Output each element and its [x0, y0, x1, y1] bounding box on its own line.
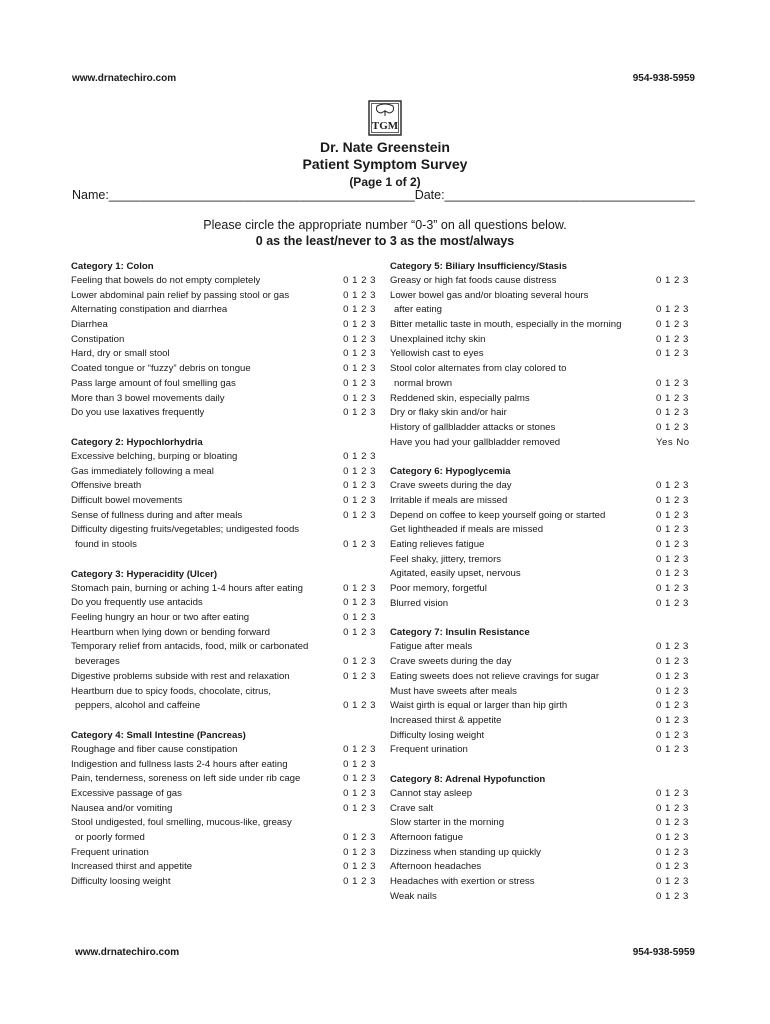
symptom-row [71, 303, 376, 318]
symptom-text: normal brown [394, 377, 453, 389]
symptom-text: Constipation [71, 333, 125, 345]
symptom-row [390, 347, 694, 362]
symptom-row [71, 582, 376, 597]
category-spacer [390, 611, 694, 625]
header-phone: 954-938-5959 [632, 73, 695, 84]
symptom-text: Stool color alternates from clay colored to [390, 363, 567, 375]
symptom-row [390, 787, 694, 802]
page-indicator: (Page 1 of 2) [349, 175, 421, 189]
symptom-text: Dizziness when standing up quickly [390, 846, 541, 858]
symptom-row [390, 714, 694, 729]
rating-scale[interactable]: 0 1 2 3 [343, 758, 376, 770]
symptom-text: Diarrhea [71, 319, 108, 331]
symptom-text: Crave salt [390, 802, 434, 814]
rating-scale [342, 640, 376, 655]
rating-scale[interactable]: 0 1 2 3 [343, 275, 376, 286]
symptom-text: Hard, dry or small stool [71, 348, 170, 360]
rating-scale[interactable]: 0 1 2 3 [343, 407, 376, 419]
symptom-row [71, 333, 376, 348]
rating-scale[interactable]: 0 1 2 3 [343, 450, 376, 462]
rating-scale[interactable]: 0 1 2 3 [343, 333, 376, 345]
symptom-text: Stool undigested, foul smelling, mucous-like, greasy [71, 817, 292, 829]
symptom-text: Pass large amount of foul smelling gas [71, 377, 236, 389]
rating-scale[interactable]: 0 1 2 3 [343, 656, 376, 668]
rating-scale[interactable]: 0 1 2 3 [343, 465, 376, 477]
symptom-row [390, 890, 694, 905]
symptom-row [71, 274, 376, 289]
symptom-row [71, 802, 376, 817]
rating-scale[interactable]: 0 1 2 3 [656, 700, 689, 712]
rating-scale[interactable]: 0 1 2 3 [656, 421, 689, 433]
header-website: www.drnatechiro.com [72, 73, 177, 84]
rating-scale[interactable]: 0 1 2 3 [343, 509, 376, 521]
symptom-text: Greasy or high fat foods cause distress [390, 275, 557, 286]
symptom-row [71, 523, 376, 538]
footer-website: www.drnatechiro.com [75, 947, 180, 958]
symptom-text: Frequent urination [71, 846, 149, 858]
rating-scale[interactable]: 0 1 2 3 [656, 714, 689, 726]
symptom-row [71, 611, 376, 626]
symptom-row [390, 846, 694, 861]
rating-scale[interactable]: 0 1 2 3 [656, 846, 689, 858]
symptom-text: Get lightheaded if meals are missed [390, 524, 544, 536]
symptom-text: Alternating constipation and diarrhea [71, 304, 228, 316]
rating-scale[interactable]: 0 1 2 3 [656, 333, 689, 345]
category-title: Category 5: Biliary Insufficiency/Stasis [390, 261, 568, 272]
symptom-row [390, 729, 694, 744]
symptom-text: More than 3 bowel movements daily [71, 392, 225, 404]
rating-scale[interactable]: 0 1 2 3 [656, 509, 689, 521]
symptom-text: peppers, alcohol and caffeine [75, 700, 201, 712]
category-title: Category 6: Hypoglycemia [390, 466, 511, 478]
symptom-row [390, 831, 694, 846]
symptom-text: Cannot stay asleep [390, 787, 473, 799]
symptom-row [71, 640, 376, 655]
symptom-text: Unexplained itchy skin [390, 333, 486, 345]
rating-scale [342, 523, 376, 538]
symptom-text: Heartburn due to spicy foods, chocolate, citrus, [71, 685, 271, 697]
symptom-row [71, 347, 376, 362]
symptom-row [71, 743, 376, 758]
rating-scale[interactable]: 0 1 2 3 [343, 289, 376, 301]
footer-phone: 954-938-5959 [632, 947, 695, 958]
symptom-row [390, 875, 694, 890]
symptom-row [71, 831, 376, 846]
rating-scale[interactable]: 0 1 2 3 [656, 524, 689, 536]
category-spacer [390, 758, 694, 772]
symptom-text: Offensive breath [71, 480, 142, 492]
rating-scale[interactable]: 0 1 2 3 [656, 744, 689, 756]
rating-scale[interactable]: 0 1 2 3 [343, 582, 376, 594]
rating-scale[interactable]: 0 1 2 3 [343, 597, 376, 609]
symptom-row [390, 318, 694, 333]
symptom-row [390, 802, 694, 817]
category-title: Category 1: Colon [71, 261, 154, 272]
doctor-name: Dr. Nate Greenstein [320, 139, 450, 155]
rating-scale[interactable]: 0 1 2 3 [656, 861, 689, 873]
rating-scale[interactable]: 0 1 2 3 [656, 377, 689, 389]
symptom-text: after eating [394, 304, 443, 316]
symptom-text: Feel shaky, jittery, tremors [390, 553, 502, 565]
rating-scale[interactable]: Yes No [656, 436, 690, 448]
symptom-text: Difficulty losing weight [390, 729, 485, 741]
symptom-row [390, 289, 694, 304]
symptom-row [390, 377, 694, 392]
symptom-row [71, 465, 376, 480]
symptom-text: Fatigue after meals [390, 641, 473, 653]
category-title: Category 2: Hypochlorhydria [71, 436, 203, 448]
symptom-text: Difficulty digesting fruits/vegetables; undigested foods [71, 524, 300, 536]
rating-scale[interactable]: 0 1 2 3 [343, 392, 376, 404]
rating-scale[interactable]: 0 1 2 3 [656, 319, 689, 331]
symptom-text: or poorly formed [75, 832, 145, 843]
symptom-text: Feeling hungry an hour or two after eating [71, 612, 250, 624]
rating-scale[interactable]: 0 1 2 3 [656, 597, 689, 609]
rating-scale[interactable]: 0 1 2 3 [656, 670, 689, 682]
symptom-text: Do you use laxatives frequently [71, 407, 205, 419]
symptom-text: Poor memory, forgetful [390, 583, 487, 595]
symptom-row [390, 436, 694, 451]
symptom-text: Pain, tenderness, soreness on left side under rib cage [71, 773, 301, 785]
symptom-row [390, 816, 694, 831]
rating-scale[interactable]: 0 1 2 3 [656, 890, 689, 902]
rating-scale[interactable]: 0 1 2 3 [656, 729, 689, 741]
name-date-field[interactable]: Name:____________________________________________Date:____________________________________ [72, 188, 695, 202]
symptom-row [71, 626, 376, 641]
symptom-text: beverages [75, 656, 120, 668]
rating-scale[interactable]: 0 1 2 3 [343, 626, 376, 638]
symptom-text: Difficult bowel movements [71, 494, 183, 506]
symptom-row [390, 640, 694, 655]
symptom-row [71, 816, 376, 831]
symptom-text: Dry or flaky skin and/or hair [390, 407, 507, 419]
rating-scale[interactable]: 0 1 2 3 [656, 685, 689, 697]
category-title: Category 4: Small Intestine (Pancreas) [71, 729, 246, 741]
symptom-row [390, 479, 694, 494]
symptom-row [71, 494, 376, 509]
symptom-row [71, 479, 376, 494]
symptom-row [390, 699, 694, 714]
symptom-text: Roughage and fiber cause constipation [71, 743, 238, 755]
rating-scale [342, 816, 376, 831]
rating-scale[interactable]: 0 1 2 3 [656, 553, 689, 565]
symptom-text: Weak nails [390, 890, 437, 902]
left-column [71, 259, 376, 890]
symptom-text: Frequent urination [390, 744, 468, 756]
symptom-text: Afternoon headaches [390, 861, 482, 873]
rating-scale[interactable]: 0 1 2 3 [343, 773, 376, 785]
symptom-row [390, 392, 694, 407]
rating-scale[interactable]: 0 1 2 3 [656, 275, 689, 286]
symptom-text: Stomach pain, burning or aching 1-4 hours after eating [71, 582, 303, 594]
rating-scale [656, 362, 694, 377]
symptom-text: Crave sweets during the day [390, 480, 512, 492]
category-spacer [390, 450, 694, 464]
symptom-text: Eating relieves fatigue [390, 539, 485, 550]
symptom-text: Nausea and/or vomiting [71, 802, 173, 814]
rating-scale [342, 685, 376, 700]
symptom-text: Excessive belching, burping or bloating [71, 450, 238, 462]
symptom-row [390, 582, 694, 597]
rating-scale[interactable]: 0 1 2 3 [656, 656, 689, 668]
rating-scale [656, 289, 694, 304]
rating-scale[interactable]: 0 1 2 3 [656, 568, 689, 580]
category-spacer [71, 714, 376, 728]
symptom-text: Irritable if meals are missed [390, 494, 508, 506]
rating-scale[interactable]: 0 1 2 3 [656, 787, 689, 799]
symptom-row [390, 494, 694, 509]
symptom-row [71, 289, 376, 304]
rating-scale[interactable]: 0 1 2 3 [343, 304, 376, 316]
symptom-row [390, 567, 694, 582]
tgm-monogram-icon [368, 100, 402, 136]
symptom-row [71, 758, 376, 773]
symptom-row [71, 670, 376, 685]
symptom-row [390, 553, 694, 568]
symptom-text: Excessive passage of gas [71, 787, 182, 799]
symptom-row [390, 303, 694, 318]
symptom-row [390, 333, 694, 348]
symptom-text: Increased thirst & appetite [390, 714, 502, 726]
symptom-text: Difficulty loosing weight [71, 876, 171, 888]
symptom-row [71, 699, 376, 714]
symptom-text: Bitter metallic taste in mouth, especially in the morning [390, 319, 622, 331]
symptom-text: Eating sweets does not relieve cravings for sugar [390, 670, 600, 682]
category-spacer [71, 421, 376, 435]
symptom-text: found in stools [75, 539, 137, 550]
symptom-text: Gas immediately following a meal [71, 465, 214, 477]
symptom-row [71, 392, 376, 407]
symptom-text: Headaches with exertion or stress [390, 876, 535, 888]
category-title: Category 3: Hyperacidity (Ulcer) [71, 568, 218, 580]
category-title: Category 8: Adrenal Hypofunction [390, 773, 546, 785]
symptom-row [71, 377, 376, 392]
symptom-row [71, 406, 376, 421]
symptom-row [390, 538, 694, 553]
rating-scale[interactable]: 0 1 2 3 [656, 407, 689, 419]
symptom-text: Feeling that bowels do not empty completely [71, 275, 261, 286]
rating-scale[interactable]: 0 1 2 3 [343, 802, 376, 814]
rating-scale[interactable]: 0 1 2 3 [343, 377, 376, 389]
symptom-row [390, 597, 694, 612]
rating-scale[interactable]: 0 1 2 3 [343, 787, 376, 799]
symptom-text: Digestive problems subside with rest and relaxation [71, 670, 290, 682]
symptom-row [390, 421, 694, 436]
symptom-row [71, 450, 376, 465]
rating-scale[interactable]: 0 1 2 3 [343, 612, 376, 624]
rating-scale[interactable]: 0 1 2 3 [656, 832, 689, 843]
symptom-row [71, 538, 376, 553]
symptom-text: Do you frequently use antacids [71, 597, 203, 609]
symptom-text: Depend on coffee to keep yourself going or started [390, 509, 606, 521]
symptom-row [390, 274, 694, 289]
symptom-row [390, 860, 694, 875]
rating-scale[interactable]: 0 1 2 3 [343, 494, 376, 506]
rating-scale[interactable]: 0 1 2 3 [656, 494, 689, 506]
symptom-row [71, 685, 376, 700]
rating-scale[interactable]: 0 1 2 3 [343, 539, 376, 550]
rating-scale[interactable]: 0 1 2 3 [343, 348, 376, 360]
rating-scale[interactable]: 0 1 2 3 [656, 480, 689, 492]
rating-scale[interactable]: 0 1 2 3 [343, 846, 376, 858]
symptom-row [71, 596, 376, 611]
survey-title: Patient Symptom Survey [302, 156, 468, 172]
rating-scale[interactable]: 0 1 2 3 [656, 876, 689, 888]
symptom-row [390, 685, 694, 700]
rating-scale[interactable]: 0 1 2 3 [656, 641, 689, 653]
symptom-row [71, 787, 376, 802]
symptom-text: Heartburn when lying down or bending forward [71, 626, 270, 638]
instructions-line-2: 0 as the least/never to 3 as the most/always [255, 234, 515, 248]
svg-text:TGM: TGM [371, 120, 399, 132]
symptom-text: Must have sweets after meals [390, 685, 517, 697]
symptom-row [390, 670, 694, 685]
symptom-text: Lower bowel gas and/or bloating several hours [390, 289, 589, 301]
symptom-text: Agitated, easily upset, nervous [390, 568, 521, 580]
symptom-text: Crave sweets during the day [390, 656, 512, 668]
symptom-text: Waist girth is equal or larger than hip girth [390, 700, 568, 712]
rating-scale[interactable]: 0 1 2 3 [656, 539, 689, 550]
symptom-row [71, 875, 376, 890]
rating-scale[interactable]: 0 1 2 3 [656, 583, 689, 595]
symptom-text: History of gallbladder attacks or stones [390, 421, 556, 433]
symptom-text: Sense of fullness during and after meals [71, 509, 243, 521]
symptom-text: Slow starter in the morning [390, 817, 505, 829]
symptom-row [390, 743, 694, 758]
symptom-row [71, 772, 376, 787]
rating-scale[interactable]: 0 1 2 3 [656, 392, 689, 404]
symptom-row [71, 509, 376, 524]
symptom-text: Increased thirst and appetite [71, 861, 193, 873]
symptom-row [71, 846, 376, 861]
symptom-text: Lower abdominal pain relief by passing stool or gas [71, 289, 290, 301]
symptom-text: Afternoon fatigue [390, 832, 464, 843]
rating-scale[interactable]: 0 1 2 3 [656, 802, 689, 814]
symptom-row [390, 655, 694, 670]
symptom-text: Yellowish cast to eyes [390, 348, 484, 360]
rating-scale[interactable]: 0 1 2 3 [343, 363, 376, 375]
rating-scale[interactable]: 0 1 2 3 [343, 876, 376, 888]
symptom-text: Blurred vision [390, 597, 449, 609]
symptom-text: Coated tongue or “fuzzy” debris on tongue [71, 363, 251, 375]
instructions-line-1: Please circle the appropriate number “0-3” on all questions below. [203, 218, 567, 232]
category-spacer [71, 553, 376, 567]
symptom-row [390, 362, 694, 377]
symptom-row [390, 509, 694, 524]
symptom-row [71, 860, 376, 875]
symptom-text: Have you had your gallbladder removed [390, 436, 561, 448]
rating-scale[interactable]: 0 1 2 3 [656, 348, 689, 360]
category-title: Category 7: Insulin Resistance [390, 627, 530, 639]
rating-scale[interactable]: 0 1 2 3 [343, 319, 376, 331]
symptom-row [71, 318, 376, 333]
symptom-row [71, 655, 376, 670]
right-column [390, 259, 694, 904]
rating-scale[interactable]: 0 1 2 3 [656, 304, 689, 316]
symptom-row [390, 523, 694, 538]
symptom-row [390, 406, 694, 421]
rating-scale[interactable]: 0 1 2 3 [343, 832, 376, 843]
rating-scale[interactable]: 0 1 2 3 [343, 670, 376, 682]
rating-scale[interactable]: 0 1 2 3 [343, 700, 376, 712]
symptom-text: Indigestion and fullness lasts 2-4 hours after eating [71, 758, 288, 770]
rating-scale[interactable]: 0 1 2 3 [343, 480, 376, 492]
rating-scale[interactable]: 0 1 2 3 [656, 817, 689, 829]
symptom-row [71, 362, 376, 377]
symptom-text: Reddened skin, especially palms [390, 392, 530, 404]
symptom-text: Temporary relief from antacids, food, milk or carbonated [71, 641, 309, 653]
rating-scale[interactable]: 0 1 2 3 [343, 861, 376, 873]
rating-scale[interactable]: 0 1 2 3 [343, 743, 376, 755]
